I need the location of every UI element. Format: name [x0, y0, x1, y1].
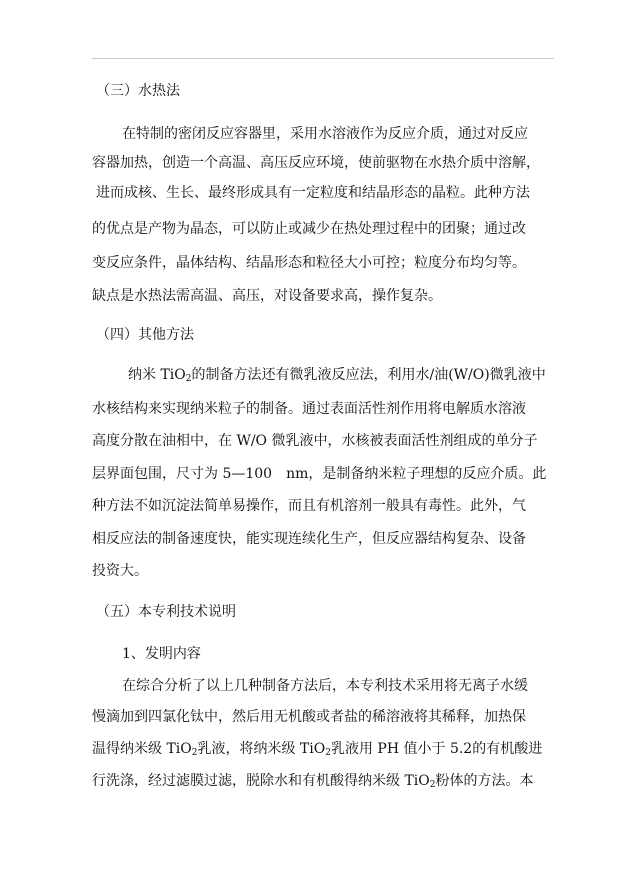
paragraph-line: 水核结构来实现纳米粒子的制备。通过表面活性剂作用将电解质水溶液 [92, 401, 526, 417]
paragraph-line: 在特制的密闭反应容器里，采用水溶液作为反应介质，通过对反应 [122, 126, 528, 142]
paragraph-line: 慢滴加到四氯化钛中，然后用无机酸或者盐的稀溶液将其稀释，加热保 [92, 709, 526, 725]
paragraph-line: 层界面包围，尺寸为 5—100 nm，是制备纳米粒子理想的反应介质。此 [92, 466, 547, 482]
paragraph-line: 变反应条件，晶体结构、结晶形态和粒径大小可控；粒度分布均匀等。 [92, 255, 526, 271]
paragraph-line: 缺点是水热法需高温、高压，对设备要求高，操作复杂。 [92, 288, 442, 304]
paragraph-line: 进而成核、生长、最终形成具有一定粒度和结晶形态的晶粒。此种方法 [96, 185, 530, 201]
section-heading-patent: （五）本专利技术说明 [96, 604, 236, 620]
paragraph-line: 投资大。 [92, 563, 148, 579]
paragraph-line: 纳米 TiO$_2$的制备方法还有微乳液反应法，利用水/油(W/O)微乳液中 [128, 367, 546, 384]
header-rule [92, 58, 554, 59]
paragraph-line: 温得纳米级 TiO$_2$乳液，将纳米级 TiO$_2$乳液用 PH 值小于 5.2的有机酸进 [92, 741, 543, 758]
section-heading-other-methods: （四）其他方法 [96, 327, 194, 343]
paragraph-line: 相反应法的制备速度快，能实现连续化生产，但反应器结构复杂、设备 [92, 531, 526, 547]
subheading-invention-content: 1、发明内容 [122, 646, 201, 662]
paragraph-line: 容器加热，创造一个高温、高压反应环境，使前驱物在水热介质中溶解， [92, 155, 540, 171]
section-heading-hydrothermal: （三）水热法 [96, 83, 180, 99]
paragraph-line: 在综合分析了以上几种制备方法后，本专利技术采用将无离子水缓 [122, 678, 528, 694]
paragraph-line: 高度分散在油相中，在 W/O 微乳液中，水核被表面活性剂组成的单分子 [92, 433, 538, 449]
paragraph-line: 行洗涤，经过滤膜过滤，脱除水和有机酸得纳米级 TiO$_2$粉体的方法。本 [92, 773, 534, 790]
paragraph-line: 的优点是产物为晶态，可以防止或减少在热处理过程中的团聚；通过改 [92, 221, 526, 237]
paragraph-line: 种方法不如沉淀法简单易操作，而且有机溶剂一般具有毒性。此外，气 [92, 498, 526, 514]
